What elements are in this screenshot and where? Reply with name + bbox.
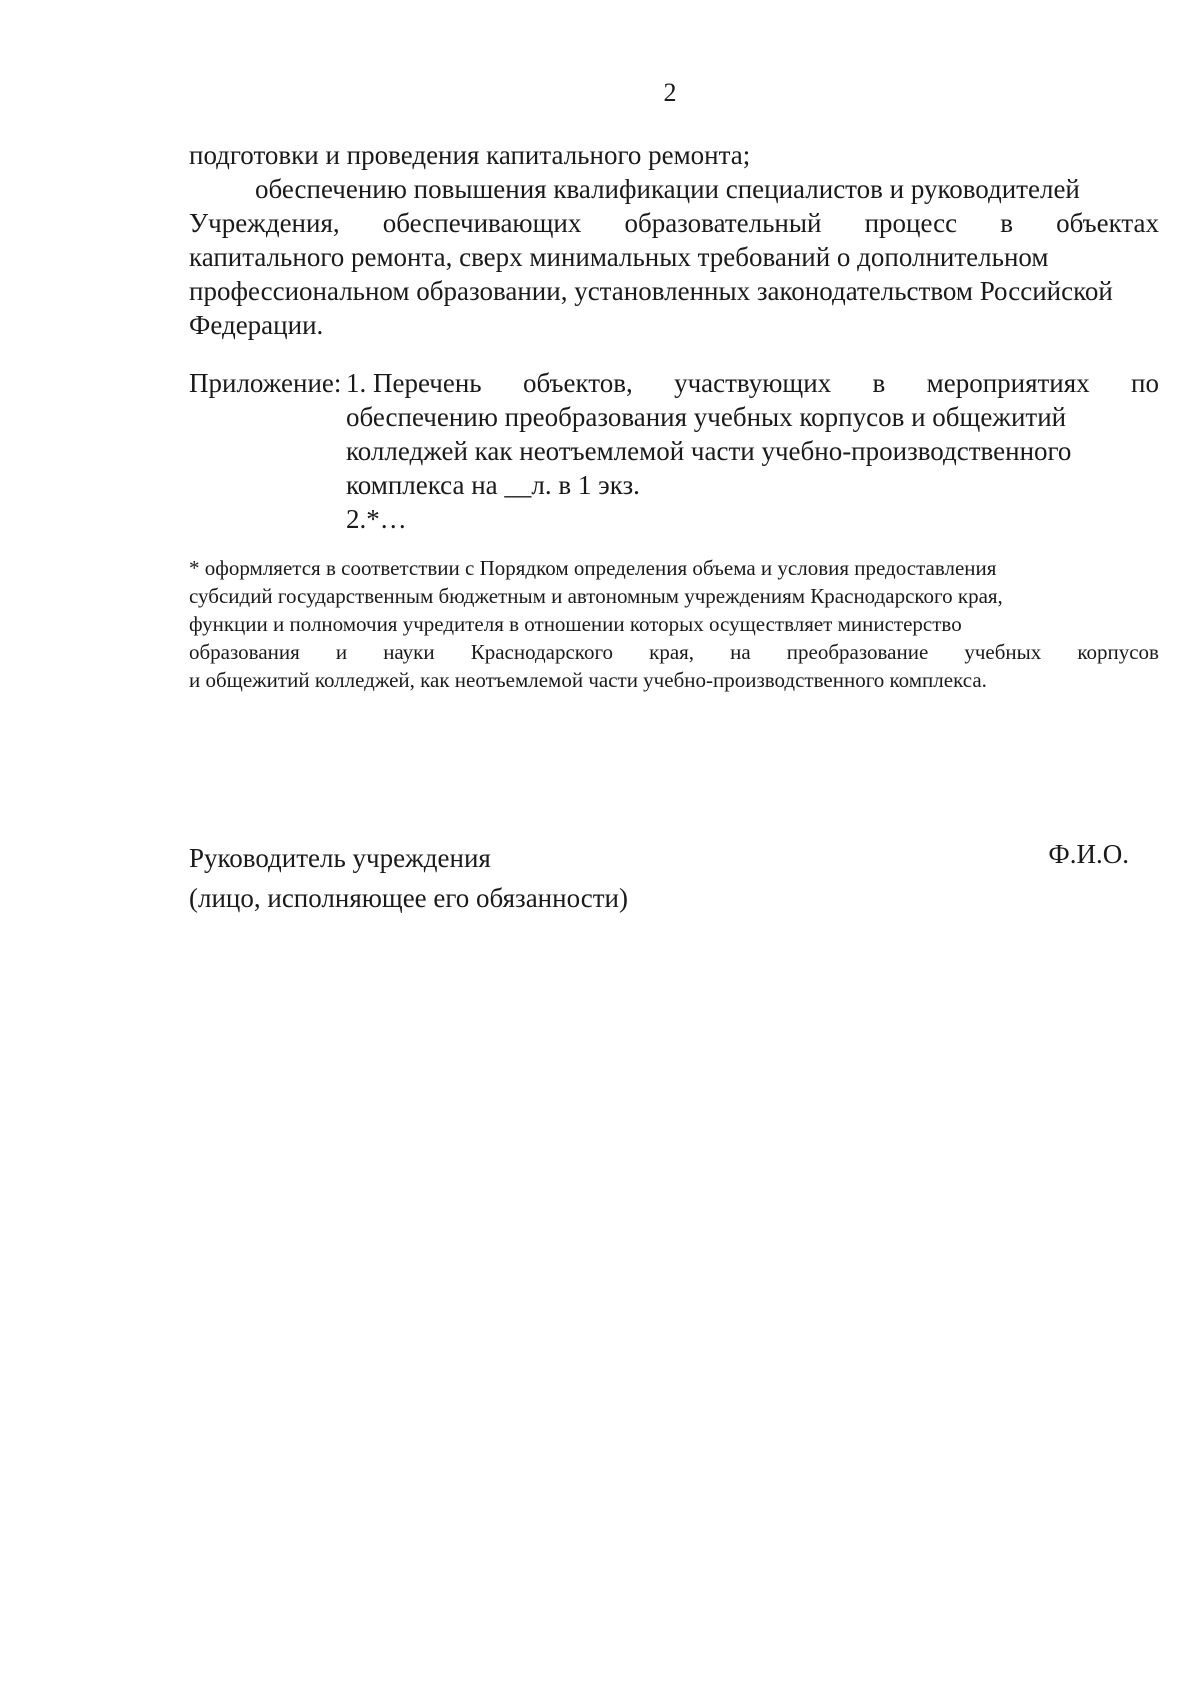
footnote-line: функции и полномочия учредителя в отношении которых осуществляет министерство	[189, 612, 962, 636]
paragraph-line-justified	[189, 206, 1159, 240]
word: корпусов	[1077, 640, 1159, 664]
word: образования	[189, 640, 300, 664]
word: 1. Перечень	[346, 368, 482, 398]
word: преобразование	[786, 640, 929, 664]
page-number: 2	[663, 78, 677, 107]
word: образовательный	[624, 208, 822, 238]
paragraph-line: капитального ремонта, сверх минимальных требований о дополнительном	[189, 242, 1049, 272]
word: Краснодарского	[470, 640, 614, 664]
paragraph-line: обеспечению повышения квалификации специалистов и руководителей	[255, 174, 1080, 204]
word: объектах	[1056, 208, 1159, 238]
appendix-item-line-justified	[346, 366, 1159, 400]
word: на	[730, 640, 751, 664]
appendix-item-2: 2.*…	[346, 504, 407, 534]
word: и	[335, 640, 348, 664]
paragraph-line: подготовки и проведения капитального ремонта;	[189, 140, 751, 170]
appendix-item-line: колледжей как неотъемлемой части учебно-производственного	[346, 436, 1072, 466]
appendix-item-line: комплекса на __л. в 1 экз.	[346, 470, 640, 500]
word: в	[1000, 208, 1013, 238]
word: науки	[383, 640, 435, 664]
signature-block	[189, 838, 1129, 918]
appendix-item-line: обеспечению преобразования учебных корпусов и общежитий	[346, 402, 1067, 432]
signatory-title: Руководитель учреждения	[189, 843, 491, 873]
main-paragraph	[189, 138, 1159, 342]
word: учебных	[964, 640, 1042, 664]
signatory-title-note: (лицо, исполняющее его обязанности)	[189, 883, 628, 913]
footnote-line: субсидий государственным бюджетным и автономным учреждениям Краснодарского края,	[189, 584, 1003, 608]
word: в	[872, 368, 886, 398]
word: участвующих	[674, 368, 832, 398]
word: Учреждения,	[189, 208, 340, 238]
word: края,	[649, 640, 695, 664]
paragraph-line: профессиональном образовании, установленных законодательством Российской	[189, 276, 1113, 306]
appendix-label: Приложение:	[189, 368, 342, 398]
footnote-line-justified	[189, 638, 1159, 666]
signatory-name: Ф.И.О.	[1048, 839, 1129, 869]
appendix-items	[346, 366, 1159, 536]
footnote	[189, 554, 1159, 694]
word: мероприятиях	[926, 368, 1090, 398]
word: по	[1131, 368, 1159, 398]
paragraph-line: Федерации.	[189, 310, 324, 340]
footnote-line: и общежитий колледжей, как неотъемлемой части учебно-производственного комплекса.	[189, 668, 987, 692]
footnote-line: * оформляется в соответствии с Порядком определения объема и условия предоставления	[189, 556, 997, 580]
word: обеспечивающих	[382, 208, 582, 238]
word: объектов,	[522, 368, 633, 398]
word: процесс	[864, 208, 958, 238]
